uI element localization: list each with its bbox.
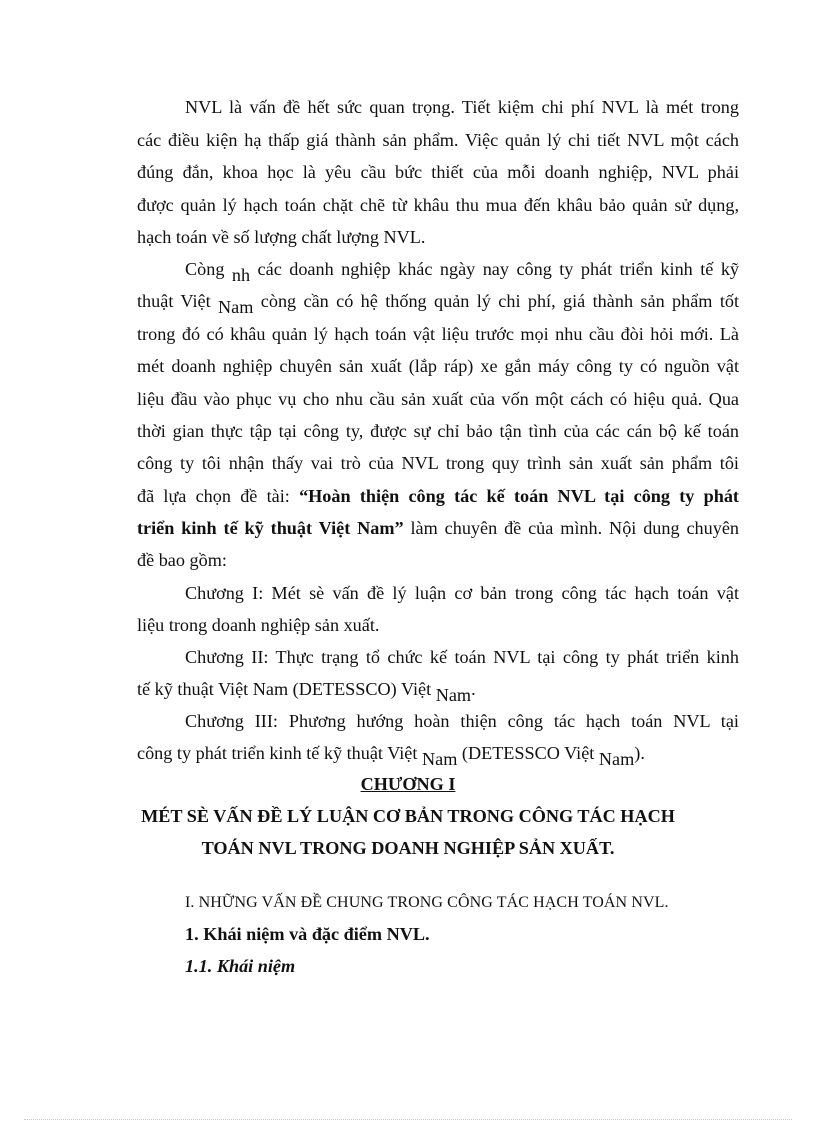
- paragraph-line: công ty tôi nhận thấy vai trò của NVL trong quy trình sản xuất sản phẩm tôi: [137, 453, 739, 473]
- chapter-list-item: Chương I: Mét sè vấn đề lý luận cơ bản trong công tác hạch toán vật: [185, 583, 739, 603]
- chapter-list-item: Chương III: Phương hướng hoàn thiện công tác hạch toán NVL tại: [185, 711, 739, 731]
- thesis-title: “Hoàn thiện công tác kế toán NVL tại công ty phát: [299, 486, 739, 506]
- paragraph-line: công ty phát triển kinh tế kỹ thuật Việt Nam (DETESSCO Việt Nam).: [137, 743, 645, 769]
- paragraph-line: NVL là vấn đề hết sức quan trọng. Tiết kiệm chi phí NVL là mét trong: [185, 97, 739, 117]
- paragraph-line: tế kỹ thuật Việt Nam (DETESSCO) Việt Nam.: [137, 679, 476, 705]
- paragraph-line: hạch toán về số lượng chất lượng NVL.: [137, 227, 426, 247]
- paragraph-line: đúng đắn, khoa học là yêu cầu bức thiết của mỗi doanh nghiệp, NVL phải: [137, 162, 739, 182]
- chapter-label: CHƯƠNG I: [360, 774, 456, 794]
- paragraph-line: mét doanh nghiệp chuyên sản xuất (lắp ráp) xe gắn máy công ty có nguồn vật: [137, 356, 739, 376]
- chapter-title: MÉT SÈ VẤN ĐỀ LÝ LUẬN CƠ BẢN TRONG CÔNG TÁC HẠCH: [141, 806, 675, 826]
- chapter-list-item: Chương II: Thực trạng tổ chức kế toán NVL tại công ty phát triển kinh: [185, 647, 739, 667]
- paragraph-line: đã lựa chọn đề tài: “Hoàn thiện công tác kế toán NVL tại công ty phát: [137, 486, 739, 506]
- paragraph-line: triển kinh tế kỹ thuật Việt Nam” làm chuyên đề của mình. Nội dung chuyên: [137, 518, 739, 538]
- subsection-heading: 1. Khái niệm và đặc điểm NVL.: [185, 924, 430, 944]
- paragraph-line: đề bao gồm:: [137, 550, 227, 570]
- paragraph-line: liệu trong doanh nghiệp sản xuất.: [137, 615, 380, 635]
- paragraph-line: thời gian thực tập tại công ty, được sự chỉ bảo tận tình của các cán bộ kế toán: [137, 421, 739, 441]
- paragraph-line: thuật Việt Nam còng cần có hệ thống quản lý chi phí, giá thành sản phẩm tốt: [137, 291, 740, 317]
- paragraph-line: liệu đầu vào phục vụ cho nhu cầu sản xuất của vốn một cách có hiệu quả. Qua: [137, 389, 739, 409]
- chapter-title: TOÁN NVL TRONG DOANH NGHIỆP SẢN XUẤT.: [201, 838, 615, 858]
- thesis-title: triển kinh tế kỹ thuật Việt Nam”: [137, 518, 404, 538]
- paragraph-line: các điều kiện hạ thấp giá thành sản phẩm. Việc quản lý chi tiết NVL một cách: [137, 130, 739, 150]
- page-bottom-rule: [24, 1119, 792, 1120]
- section-heading: I. NHỮNG VẤN ĐỀ CHUNG TRONG CÔNG TÁC HẠCH TOÁN NVL.: [185, 894, 669, 911]
- paragraph-line: được quản lý hạch toán chặt chẽ từ khâu thu mua đến khâu bảo quản sử dụng,: [137, 195, 739, 215]
- subsubsection-heading: 1.1. Khái niệm: [185, 956, 296, 976]
- paragraph-line: Còng nh các doanh nghiệp khác ngày nay công ty phát triển kinh tế kỹ: [185, 259, 740, 285]
- paragraph-line: trong đó có khâu quản lý hạch toán vật liệu trước mọi nhu cầu đòi hỏi mới. Là: [137, 324, 739, 344]
